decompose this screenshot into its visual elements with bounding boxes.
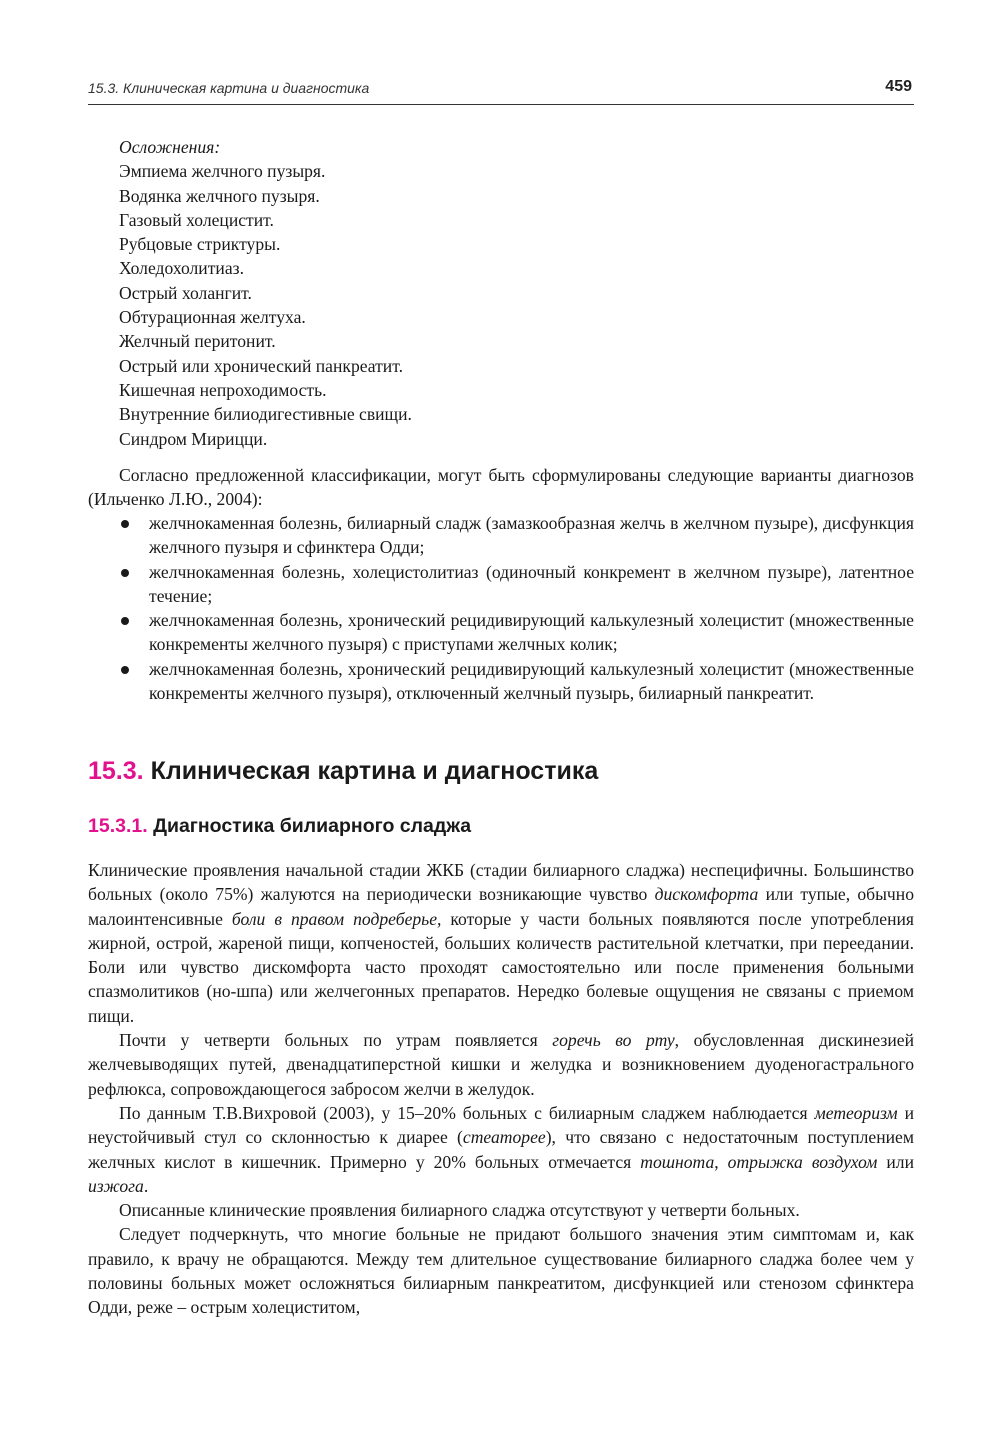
- emphasis: изжога: [88, 1175, 144, 1196]
- text-run: ), что связано с недостаточным поступлением желчных кислот в кишечник. Примерно у 20% больных отмечается: [88, 1127, 914, 1172]
- bullet-icon: [121, 569, 129, 577]
- complication-item: Рубцовые стриктуры.: [119, 234, 281, 255]
- complication-item: Острый холангит.: [119, 282, 252, 303]
- bullet-icon: [121, 520, 129, 528]
- complication-item: Кишечная непроходимость.: [119, 379, 327, 400]
- text-run: Почти у четверти больных по утрам появляется: [119, 1030, 553, 1051]
- page-number: 459: [885, 78, 912, 95]
- section-number: 15.3.: [88, 757, 144, 785]
- diagnosis-text: желчнокаменная болезнь, хронический рецидивирующий калькулезный холецистит (множественные конкременты желчного пузыря) с приступами желчных колик;: [149, 610, 914, 655]
- emphasis: отрыжка воздухом: [727, 1151, 878, 1172]
- diagnosis-item: [88, 511, 914, 560]
- emphasis: дискомфорта: [654, 884, 759, 905]
- paragraph: [88, 1028, 914, 1101]
- diagnosis-text: желчнокаменная болезнь, холецистолитиаз (одиночный конкремент в желчном пузыре), латентное течение;: [149, 561, 914, 606]
- subsection-heading: [88, 815, 471, 838]
- complication-item: Водянка желчного пузыря.: [119, 185, 320, 206]
- text-run: или: [877, 1151, 914, 1172]
- text-run: Клинические проявления начальной стадии ЖКБ (стадии билиарного сладжа) неспецифичны. Большинство больных (около 75%) жалуются на периодически возникающие чувство: [88, 860, 914, 905]
- paragraph: [88, 1101, 914, 1198]
- emphasis: стеаторее: [462, 1127, 546, 1148]
- complications-heading: Осложнения:: [119, 137, 221, 157]
- complication-item: Холедохолитиаз.: [119, 258, 244, 279]
- text-run: которые у части больных появляются после употребления жирной, острой, жареной пищи, копченостей, больших количеств растительной клетчатки, при переедании. Боли или чувство дискомфорта часто проходят самостоятельно или после применения больными спазмолитиков (но-шпа) или желчегонных препаратов. Нередко болевые ощущения не связаны с приемом пищи.: [88, 908, 914, 1026]
- bullet-icon: [121, 617, 129, 625]
- running-head-title: 15.3. Клиническая картина и диагностика: [88, 80, 370, 96]
- text-run: ,: [714, 1151, 728, 1172]
- intro-paragraph: Согласно предложенной классификации, могут быть сформулированы следующие варианты диагнозов (Ильченко Л.Ю., 2004):: [88, 465, 914, 510]
- paragraph: Следует подчеркнуть, что многие больные не придают большого значения этим симптомам и, как правило, к врачу не обращаются. Между тем длительное существование билиарного сладжа более чем у половины больных может осложняться билиарным панкреатитом, дисфункцией или стенозом сфинктера Одди, реже – острым холециститом,: [88, 1224, 914, 1318]
- complication-item: Газовый холецистит.: [119, 209, 274, 230]
- emphasis: горечь во рту: [552, 1030, 675, 1051]
- diagnosis-item: [88, 560, 914, 609]
- text-run: или тупые, обычно малоинтенсивные: [88, 884, 914, 929]
- diagnosis-item: [88, 657, 914, 706]
- emphasis: боли в правом подреберье,: [231, 908, 442, 929]
- subsection-title: Диагностика билиарного сладжа: [153, 815, 472, 837]
- paragraph: [88, 858, 914, 1028]
- text-run: и неустойчивый стул со склонностью к диарее (: [88, 1102, 914, 1148]
- subsection-number: 15.3.1.: [88, 815, 148, 837]
- complication-item: Внутренние билиодигестивные свищи.: [119, 404, 412, 425]
- diagnosis-text: желчнокаменная болезнь, билиарный сладж (замазкообразная желчь в желчном пузыре), дисфункция желчного пузыря и сфинктера Одди;: [149, 513, 914, 558]
- running-head: [88, 78, 914, 105]
- diagnosis-item: [88, 608, 914, 657]
- complication-item: Острый или хронический панкреатит.: [119, 355, 403, 376]
- section-title: Клиническая картина и диагностика: [150, 757, 599, 785]
- complication-item: Синдром Мирицци.: [119, 428, 268, 449]
- complication-item: Эмпиема желчного пузыря.: [119, 161, 326, 182]
- text-run: , обусловленная дискинезией желчевыводящих путей, двенадцатиперстной кишки и желудка и возникновением дуоденогастрального рефлюкса, сопровождающегося забросом желчи в желудок.: [88, 1030, 914, 1099]
- section-heading: [88, 757, 598, 786]
- diagnosis-text: желчнокаменная болезнь, хронический рецидивирующий калькулезный холецистит (множественные конкременты желчного пузыря), отключенный желчный пузырь, билиарный панкреатит.: [149, 658, 914, 704]
- emphasis: метеоризм: [814, 1102, 898, 1123]
- body-text: [88, 858, 914, 1320]
- text-run: .: [143, 1175, 149, 1196]
- complication-item: Обтурационная желтуха.: [119, 307, 306, 328]
- complications-list: [119, 135, 899, 451]
- paragraph: Описанные клинические проявления билиарного сладжа отсутствуют у четверти больных.: [119, 1200, 800, 1221]
- bullet-icon: [121, 666, 129, 674]
- emphasis: тошнота: [640, 1151, 715, 1172]
- complication-item: Желчный перитонит.: [119, 331, 276, 352]
- text-run: По данным Т.В.Вихровой (2003), у 15–20% больных с билиарным сладжем наблюдается: [119, 1102, 815, 1123]
- diagnosis-list: [88, 511, 914, 705]
